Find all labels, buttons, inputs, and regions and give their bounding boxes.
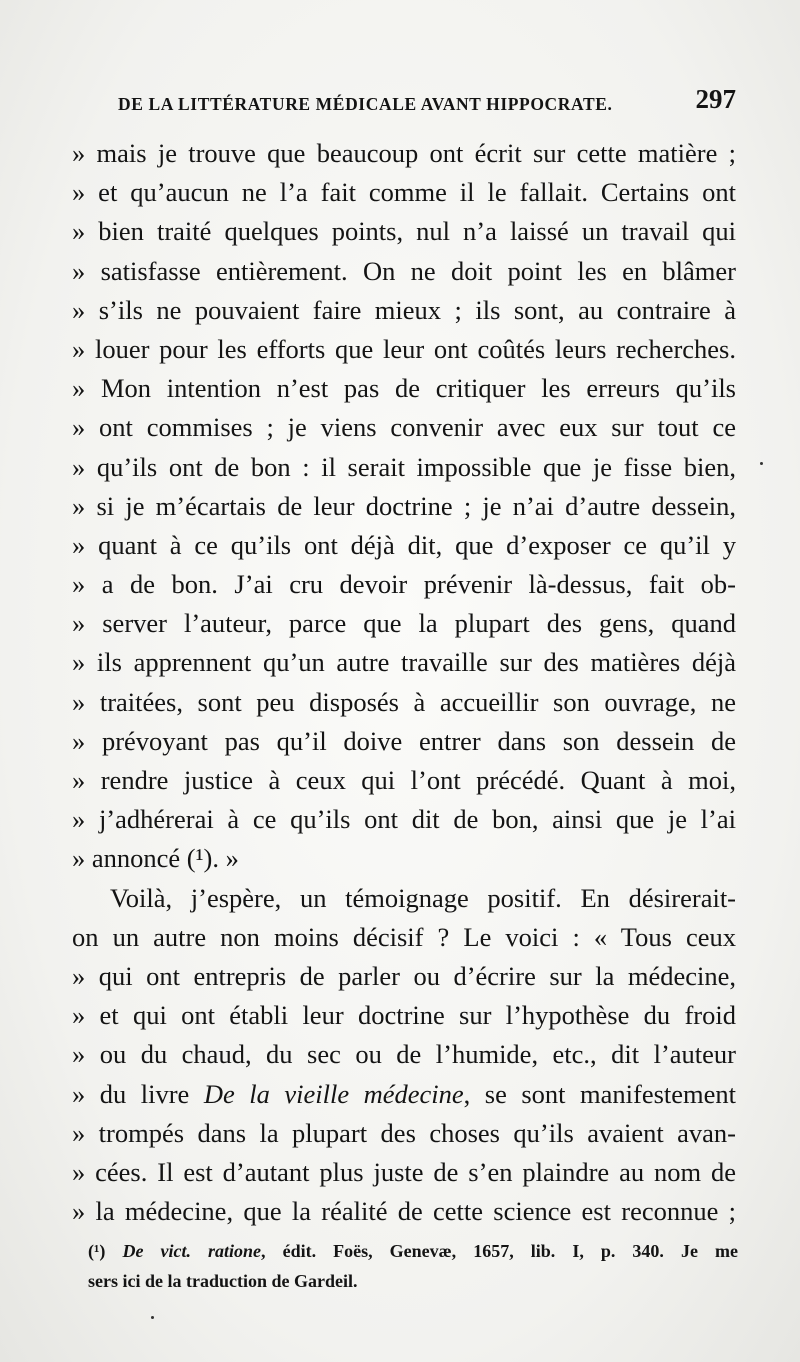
book-title-italic: De la vieille médecine — [203, 1078, 464, 1109]
text-line: » annoncé (¹). » — [72, 843, 239, 874]
text-line: » a de bon. J’ai cru devoir prévenir là-dessus, fait ob- — [72, 569, 736, 600]
text-line: » bien traité quelques points, nul n’a laissé un travail qui — [72, 216, 736, 247]
text-line: » satisfasse entièrement. On ne doit point les en blâmer — [72, 255, 736, 286]
text-segment: » du livre — [72, 1078, 204, 1109]
text-line: » server l’auteur, parce que la plupart des gens, quand — [72, 608, 736, 639]
text-line: » traitées, sont peu disposés à accueillir son ouvrage, ne — [72, 686, 736, 717]
text-line: » si je m’écartais de leur doctrine ; je n’ai d’autre dessein, — [72, 490, 736, 521]
footnote-title-italic: De vict. ratione — [122, 1241, 262, 1261]
text-line: » la médecine, que la réalité de cette science est reconnue ; — [72, 1196, 736, 1227]
body-text — [72, 134, 736, 1231]
text-line: » prévoyant pas qu’il doive entrer dans son dessein de — [72, 725, 736, 756]
text-line: » ils apprennent qu’un autre travaille sur des matières déjà — [72, 647, 736, 678]
text-line: » qu’ils ont de bon : il serait impossible que je fisse bien, — [72, 451, 736, 482]
text-line: » trompés dans la plupart des choses qu’ils avaient avan- — [72, 1117, 736, 1148]
text-line: » ou du chaud, du sec ou de l’humide, etc., dit l’auteur — [72, 1039, 736, 1070]
text-line: » qui ont entrepris de parler ou d’écrire sur la médecine, — [72, 960, 736, 991]
ink-speck — [151, 1316, 154, 1319]
text-line — [72, 1075, 736, 1114]
footnote-line — [88, 1236, 738, 1266]
footnote-text: , édit. Foës, Genevæ, 1657, lib. I, p. 340. Je me — [261, 1241, 738, 1261]
text-line: » et qui ont établi leur doctrine sur l’hypothèse du froid — [72, 1000, 736, 1031]
page-header — [118, 86, 736, 122]
footnote-line: sers ici de la traduction de Gardeil. — [88, 1271, 358, 1291]
text-line: » cées. Il est d’autant plus juste de s’en plaindre au nom de — [72, 1156, 736, 1187]
text-line: » et qu’aucun ne l’a fait comme il le fallait. Certains ont — [72, 177, 736, 208]
text-line: » mais je trouve que beaucoup ont écrit sur cette matière ; — [72, 138, 736, 168]
text-line: on un autre non moins décisif ? Le voici : « Tous ceux — [72, 921, 736, 952]
paragraph-first-line: Voilà, j’espère, un témoignage positif. En désirerait- — [110, 882, 736, 913]
footnote — [88, 1236, 738, 1296]
text-line: » Mon intention n’est pas de critiquer les erreurs qu’ils — [72, 373, 736, 404]
ink-speck — [760, 462, 763, 465]
footnote-marker: (¹) — [88, 1241, 106, 1261]
text-line: » rendre justice à ceux qui l’ont précédé. Quant à moi, — [72, 765, 736, 795]
text-line: » j’adhérerai à ce qu’ils ont dit de bon, ainsi que je l’ai — [72, 804, 736, 835]
text-line: » louer pour les efforts que leur ont coûtés leurs recherches. — [72, 333, 736, 364]
text-line: » ont commises ; je viens convenir avec eux sur tout ce — [72, 412, 736, 443]
page-number: 297 — [695, 84, 736, 114]
text-line: » quant à ce qu’ils ont déjà dit, que d’exposer ce qu’il y — [72, 529, 736, 560]
running-head: DE LA LITTÉRATURE MÉDICALE AVANT HIPPOCRATE. — [118, 94, 613, 114]
text-line: » s’ils ne pouvaient faire mieux ; ils sont, au contraire à — [72, 294, 736, 325]
text-segment: , se sont manifestement — [463, 1078, 737, 1109]
